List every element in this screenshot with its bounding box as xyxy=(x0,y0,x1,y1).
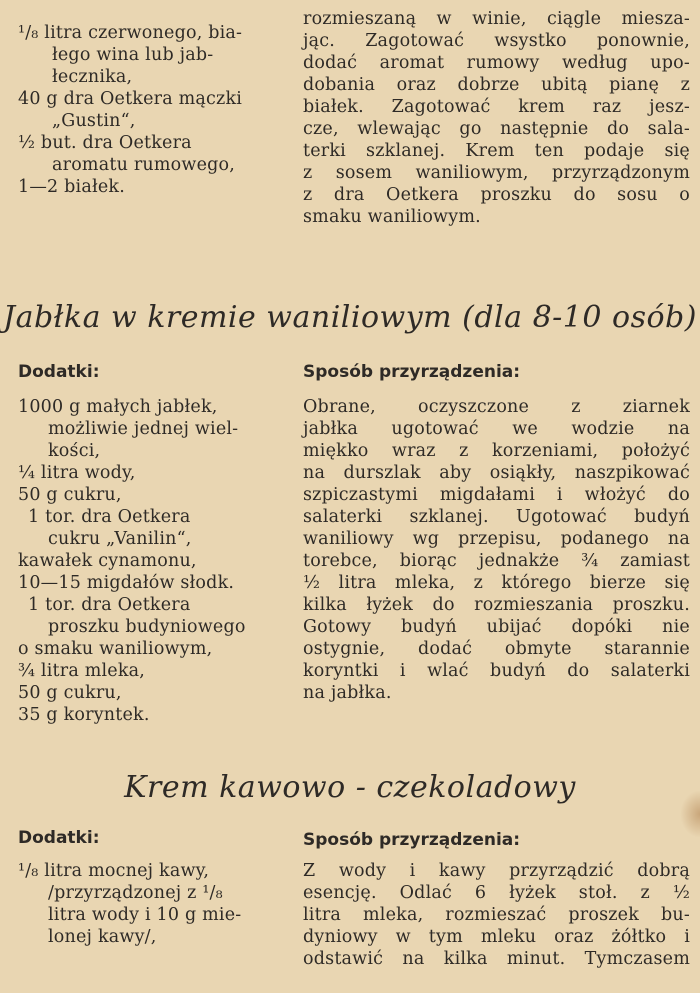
method-line: szpiczastymi migdałami i włożyć do xyxy=(303,485,690,505)
ingredient-line: łego wina lub jab- xyxy=(52,45,214,65)
ingredient-line: litra wody i 10 g mie- xyxy=(48,905,242,925)
ingredient-line: łecznika, xyxy=(52,67,133,87)
method-line: jabłka ugotować we wodzie na xyxy=(303,419,690,439)
ingredients-heading: Dodatki: xyxy=(18,362,100,382)
method-line: z sosem waniliowym, przyrządzonym xyxy=(303,163,690,183)
ingredient-line: ¹/₈ litra mocnej kawy, xyxy=(18,861,210,881)
top-method xyxy=(303,8,690,228)
method-line: ostygnie, dodać obmyte starannie xyxy=(303,639,690,659)
recipe1-ingredients xyxy=(18,396,283,726)
method-heading: Sposób przyrządzenia: xyxy=(303,830,521,850)
ingredient-line: /przyrządzonej z ¹/₈ xyxy=(48,883,223,903)
ingredient-line: 10—15 migdałów słodk. xyxy=(18,573,235,593)
method-line: na jabłka. xyxy=(303,683,392,703)
ingredient-line: 1000 g małych jabłek, xyxy=(18,397,218,417)
ingredient-line: lonej kawy/, xyxy=(48,927,157,947)
ingredient-line: możliwie jednej wiel- xyxy=(48,419,239,439)
ingredient-line: kości, xyxy=(48,441,101,461)
method-line: Gotowy budyń ubijać dopóki nie xyxy=(303,617,690,637)
ingredient-line: ¼ litra wody, xyxy=(18,463,136,483)
method-line: litra mleka, rozmieszać proszek bu- xyxy=(303,905,690,925)
ingredient-line: 40 g dra Oetkera mączki xyxy=(18,89,243,109)
ingredient-line: „Gustin“, xyxy=(52,111,136,131)
method-line: salaterki szklanej. Ugotować budyń xyxy=(303,507,690,527)
ingredient-line: 1—2 białek. xyxy=(18,177,125,197)
ingredient-line: cukru „Vanilin“, xyxy=(48,529,192,549)
method-line: waniliowy wg przepisu, podanego na xyxy=(303,529,690,549)
ingredient-line: 1 tor. dra Oetkera xyxy=(28,595,191,615)
ingredient-line: ½ but. dra Oetkera xyxy=(18,133,192,153)
ingredient-line: proszku budyniowego xyxy=(48,617,246,637)
method-line: dobania oraz dobrze ubitą pianę z xyxy=(303,75,690,95)
method-line: terki szklanej. Krem ten podaje się xyxy=(303,141,690,161)
method-line: torebce, biorąc jednakże ¾ zamiast xyxy=(303,551,690,571)
ingredient-line: 50 g cukru, xyxy=(18,485,122,505)
method-line: koryntki i wlać budyń do salaterki xyxy=(303,661,690,681)
method-heading: Sposób przyrządzenia: xyxy=(303,362,521,382)
method-line: na durszlak aby osiąkły, naszpikować xyxy=(303,463,690,483)
method-line: Obrane, oczyszczone z ziarnek xyxy=(303,397,690,417)
ingredient-line: aromatu rumowego, xyxy=(52,155,236,175)
ingredient-line: ¾ litra mleka, xyxy=(18,661,146,681)
recipe-title: Jabłka w kremie waniliowym (dla 8-10 osób) xyxy=(3,300,697,335)
method-line: kilka łyżek do rozmieszania proszku. xyxy=(303,595,690,615)
method-line: rozmieszaną w winie, ciągle miesza- xyxy=(303,9,690,29)
method-line: Z wody i kawy przyrządzić dobrą xyxy=(303,861,690,881)
ingredients-heading: Dodatki: xyxy=(18,828,100,848)
ingredient-line: o smaku waniliowym, xyxy=(18,639,213,659)
method-line: jąc. Zagotować wsystko ponownie, xyxy=(303,31,690,51)
method-line: dodać aromat rumowy według upo- xyxy=(303,53,690,73)
method-line: miękko wraz z korzeniami, położyć xyxy=(303,441,690,461)
ingredient-line: kawałek cynamonu, xyxy=(18,551,197,571)
recipe2-method xyxy=(303,860,690,970)
method-line: ½ litra mleka, z którego bierze się xyxy=(303,573,690,593)
recipe2-ingredients xyxy=(18,860,283,948)
method-line: dyniowy w tym mleku oraz żółtko i xyxy=(303,927,690,947)
method-line: esencję. Odlać 6 łyżek stoł. z ½ xyxy=(303,883,690,903)
top-ingredients xyxy=(18,22,283,198)
method-line: odstawić na kilka minut. Tymczasem xyxy=(303,949,690,969)
recipe1-method xyxy=(303,396,690,704)
paper-stain xyxy=(680,790,700,838)
ingredient-line: 35 g koryntek. xyxy=(18,705,150,725)
method-line: białek. Zagotować krem raz jesz- xyxy=(303,97,690,117)
method-line: cze, wlewając go następnie do sala- xyxy=(303,119,690,139)
recipe-title: Krem kawowo - czekoladowy xyxy=(124,770,576,805)
ingredient-line: 50 g cukru, xyxy=(18,683,122,703)
ingredient-line: ¹/₈ litra czerwonego, bia- xyxy=(18,23,243,43)
ingredient-line: 1 tor. dra Oetkera xyxy=(28,507,191,527)
method-line: smaku waniliowym. xyxy=(303,207,481,227)
method-line: z dra Oetkera proszku do sosu o xyxy=(303,185,690,205)
